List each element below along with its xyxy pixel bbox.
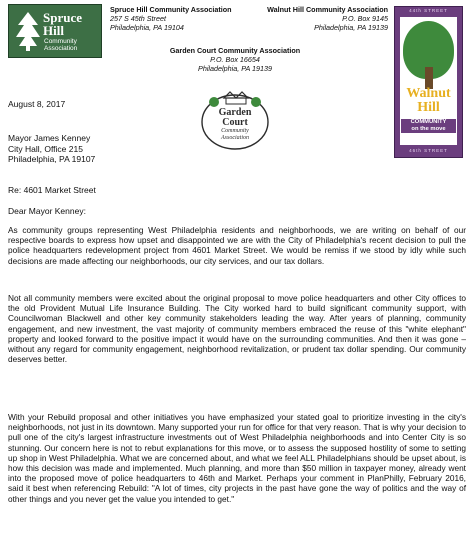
paragraph-2: Not all community members were excited about the original proposal to move police headquarters and other City offices to the old Provident Mutual Life Insurance Building. The City worked hard to build significant community support, with Councilwoman Blackwell and other key community stakeholders leading the way. After years of planning, community engagement, and new investment, the vast majority of community members embraced the reuse of this "white elephant" property and looked forward to the positive impact it would have on the surrounding communities. And then it was gone – without any regard for community engagement, neighborhood revitalization, or prudent tax dollar spending. Our community deserves better.	[8, 293, 466, 365]
salutation: Dear Mayor Kenney:	[8, 206, 86, 216]
spruce-hill-name: Spruce Hill Community Association	[110, 5, 232, 14]
spruce-hill-logo-subtitle-2: Association	[44, 45, 78, 52]
letter-date: August 8, 2017	[8, 99, 66, 109]
walnut-hill-logo	[394, 6, 463, 158]
pine-tree-icon	[15, 11, 41, 51]
walnut-hill-letterhead	[260, 5, 388, 32]
garden-court-logo-line-4: Association	[221, 135, 249, 141]
garden-court-logo-text	[208, 108, 262, 142]
garden-court-logo-line-3: Community	[221, 128, 249, 134]
spruce-hill-address-1: 257 S 45th Street	[110, 14, 166, 23]
walnut-hill-logo-bottom: 46th STREET	[409, 148, 448, 153]
spruce-hill-logo-subtitle	[44, 38, 77, 52]
walnut-hill-logo-tagline-1: COMMUNITY	[410, 119, 447, 125]
garden-court-address-2: Philadelphia, PA 19139	[198, 64, 272, 73]
walnut-hill-logo-title	[399, 87, 458, 115]
walnut-hill-logo-title-2: Hill	[417, 100, 440, 115]
garden-court-letterhead	[150, 46, 320, 73]
recipient-line-2: City Hall, Office 215	[8, 143, 83, 154]
recipient-line-3: Philadelphia, PA 19107	[8, 154, 96, 164]
recipient-line-1: Mayor James Kenney	[8, 133, 91, 143]
walnut-hill-name: Walnut Hill Community Association	[267, 5, 388, 14]
spruce-hill-letterhead	[110, 5, 270, 32]
garden-court-address-1: P.O. Box 16654	[210, 55, 260, 64]
recipient-address	[8, 133, 95, 165]
spruce-hill-logo	[8, 4, 102, 58]
spruce-hill-address-2: Philadelphia, PA 19104	[110, 23, 184, 32]
paragraph-3: With your Rebuild proposal and other initiatives you have emphasized your stated goal to prioritize investing in the city's neighborhoods, not just in its downtown. Many supported your run for office for that very reason. That is why your decision to pull one of the city's largest infrastructure investments out of West Philadelphia neighborhoods and into Center City is so stunning. Our concern here is not to rebut explanations for this move, or to assess the supposed hostility of some to setting up shop in West Philadelphia. What we are concerned about, and what we feel ALL Philadelphians should be upset about, is how this decision was made and implemented. Much planning, and more than $50 million in taxpayer money, already went into the proposed move of police headquarters to 46th and Market. Perhaps your comment in PlanPhilly, February 2016, said it best when referencing Rebuild: "A lot of times, city projects in the past have gone the way of politics and the way of other things and you never get the value you intended to get."	[8, 412, 466, 504]
garden-court-logo-line-1: Garden	[218, 107, 252, 118]
spruce-hill-logo-title: Spruce Hill	[43, 10, 82, 38]
garden-court-logo	[200, 88, 270, 152]
re-line: Re: 4601 Market Street	[8, 185, 96, 195]
walnut-hill-logo-top: 44th STREET	[409, 8, 448, 13]
walnut-hill-address-1: P.O. Box 9145	[342, 14, 388, 23]
garden-court-logo-line-2: Court	[222, 117, 248, 128]
walnut-hill-logo-title-1: Walnut	[406, 86, 451, 101]
walnut-hill-logo-tagline-2: on the move	[411, 126, 446, 132]
paragraph-1: As community groups representing West Philadelphia residents and neighborhoods, we are writing on behalf of our respective boards to express how upset and disappointed we are with the City of Philadelphia's recent decision to pull the police headquarters redevelopment project from 4601 Market Street. We would be remiss if we stood by idly while such decisions are made affecting our neighborhoods, our city services, and our tax dollars.	[8, 225, 466, 266]
spruce-hill-logo-subtitle-1: Community	[44, 38, 77, 45]
walnut-hill-logo-tagline	[401, 119, 456, 133]
garden-court-name: Garden Court Community Association	[169, 46, 301, 55]
walnut-hill-address-2: Philadelphia, PA 19139	[314, 23, 388, 32]
